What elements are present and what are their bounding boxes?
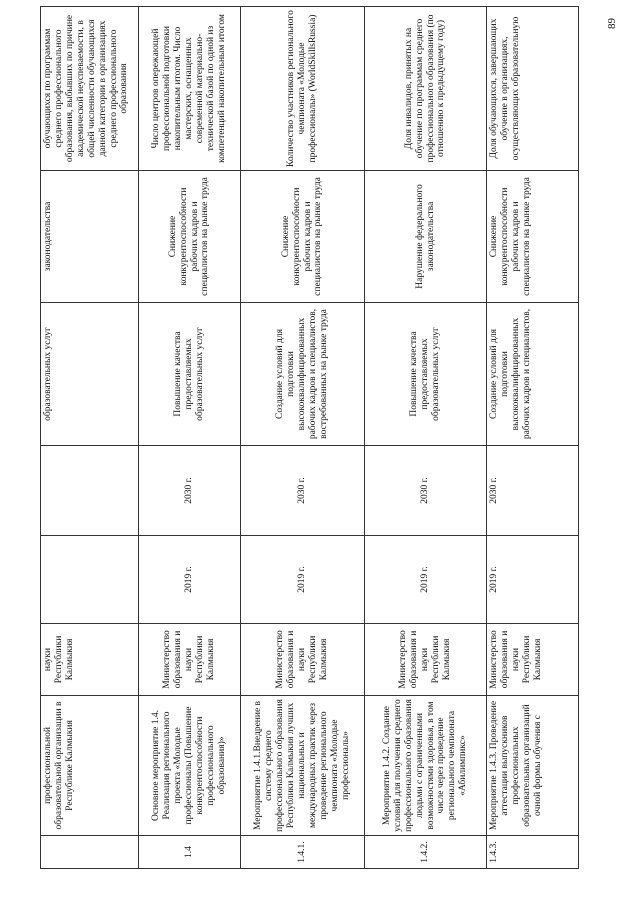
cell-end: 2030 г. (487, 446, 579, 536)
cell-executor: Министерство образования и науки Республики Калмыкия (365, 624, 487, 696)
cell-num: 1.4.3. (487, 836, 579, 869)
cell-end (41, 446, 139, 536)
table-row (487, 7, 579, 869)
cell-indicator: обучающихся по программам среднего профессионального образования, выбывших по причине академической неуспеваемости, в общей численности обучающихся данной категории в организациях среднего профессионального образования (41, 7, 139, 171)
cell-executor: науки Республики Калмыкия (41, 624, 139, 696)
table-row (41, 7, 139, 869)
cell-indicator: Количество участников регионального чемпионата «Молодые профессионалы» (WorldSkillsRussia) (241, 7, 365, 171)
cell-start: 2019 г. (241, 536, 365, 624)
cell-start (41, 536, 139, 624)
cell-event: профессиональной образовательной организации в Республике Калмыкия (41, 696, 139, 836)
cell-indicator: Доля инвалидов, принятых на обучение по программам среднего профессионального образования (по отношению к предыдущему году) (365, 7, 487, 171)
cell-end: 2030 г. (139, 446, 241, 536)
program-table (40, 6, 579, 869)
cell-indicator: Доля обучающихся, завершающих обучение в организациях, осуществляющих образовательную (487, 7, 579, 171)
cell-start: 2019 г. (139, 536, 241, 624)
cell-result: Создание условий для подготовки высококвалифицированных рабочих кадров и специалистов, востребованных на рынке труда (241, 303, 365, 446)
cell-result: Создание условий для подготовки высококвалифицированных рабочих кадров и специалистов, (487, 303, 579, 446)
cell-executor: Министерство образования и науки Республики Калмыкия (241, 624, 365, 696)
cell-end: 2030 г. (241, 446, 365, 536)
cell-event: Мероприятие 1.4.2. Создание условий для получения среднего профессионального образования людьми с ограниченными возможностями здоровья, в том числе через проведение регионального чемпионата «Абилимпикс» (365, 696, 487, 836)
cell-num: 1.4.2. (365, 836, 487, 869)
cell-event: Основное мероприятие 1.4. Реализация регионального проекта «Молодые профессионалы (Повышение конкурентоспособности профессионального образования)» (139, 696, 241, 836)
cell-consequences: Нарушение федерального законодательства (365, 171, 487, 303)
cell-num: 1.4.1. (241, 836, 365, 869)
cell-event: Мероприятие 1.4.1.Внедрение в систему среднего профессионального образования Республики Калмыкия лучших национальных и международных практик через проведение регионального чемпионата «Молодые профессионалы» (241, 696, 365, 836)
cell-result: образовательных услуг (41, 303, 139, 446)
table-row (241, 7, 365, 869)
table-row (139, 7, 241, 869)
cell-consequences: Снижение конкурентоспособности рабочих кадров и специалистов на рынке труда (241, 171, 365, 303)
cell-result: Повышение качества предоставляемых образовательных услуг (139, 303, 241, 446)
cell-num: 1.4 (139, 836, 241, 869)
cell-end: 2030 г. (365, 446, 487, 536)
cell-event: Мероприятие 1.4.3. Проведение аттестации выпускников профессиональных образовательных организаций очной формы обучения с (487, 696, 579, 836)
page-number: 89 (606, 18, 618, 29)
cell-num (41, 836, 139, 869)
cell-start: 2019 г. (487, 536, 579, 624)
cell-indicator: Число центров опережающей профессиональной подготовки накопительным итогом. Число мастерских, оснащенных современной материально-технической базой по одной из компетенций накопительным итогом (139, 7, 241, 171)
cell-start: 2019 г. (365, 536, 487, 624)
table-row (365, 7, 487, 869)
cell-executor: Министерство образования и науки Республики Калмыкия (139, 624, 241, 696)
cell-consequences: Снижение конкурентоспособности рабочих кадров и специалистов на рынке труда (487, 171, 579, 303)
cell-consequences: законодательства (41, 171, 139, 303)
cell-result: Повышение качества предоставляемых образовательных услуг (365, 303, 487, 446)
cell-consequences: Снижение конкурентоспособности рабочих кадров и специалистов на рынке труда (139, 171, 241, 303)
cell-executor: Министерство образования и науки Республики Калмыкия (487, 624, 579, 696)
